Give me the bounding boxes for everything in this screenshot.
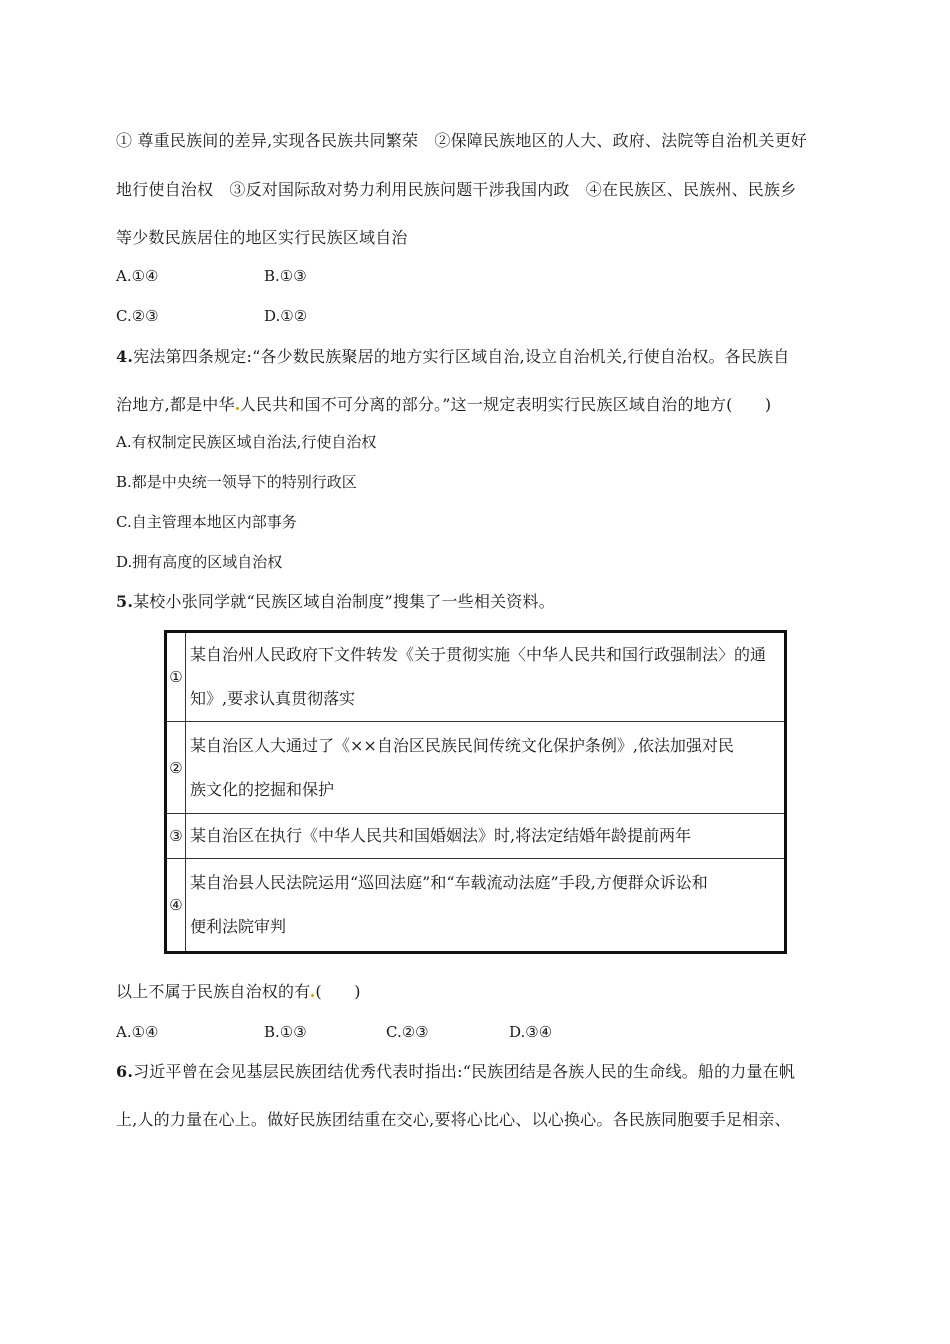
q5-answer-bracket: ( )	[315, 982, 361, 1001]
q5-option-d: D.③④	[509, 1023, 553, 1041]
q5-number: 5.	[116, 592, 134, 611]
row-text-line-2: 便利法院审判	[190, 917, 287, 936]
table-row	[166, 722, 786, 814]
row-text-line-2: 族文化的挖掘和保护	[190, 779, 335, 799]
table-row	[166, 632, 786, 722]
row-text-line-1: 某自治区人大通过了《××自治区民族民间传统文化保护条例》,依法加强对民	[190, 735, 734, 755]
table-row	[166, 859, 786, 953]
q4-stem-text-1: 宪法第四条规定:“各少数民族聚居的地方实行区域自治,设立自治机关,行使自治权。各民族自	[133, 347, 790, 366]
q3-option-a: A.①④	[116, 267, 159, 285]
q4-stem-line-2	[116, 395, 771, 415]
mark-dot-icon	[236, 407, 239, 410]
q5-intro-text: 某校小张同学就“民族区域自治制度”搜集了一些相关资料。	[133, 592, 555, 611]
q5-option-b: B.①③	[264, 1023, 307, 1041]
row-text	[186, 722, 786, 814]
q4-number: 4.	[116, 347, 134, 366]
row-number: ②	[166, 722, 186, 814]
row-text-line-1: 某自治州人民政府下文件转发《关于贯彻实施〈中华人民共和国行政强制法〉的通	[190, 645, 767, 664]
q5-material-table	[164, 630, 787, 954]
row-text-line-2: 知》,要求认真贯彻落实	[190, 689, 356, 708]
row-number: ①	[166, 632, 186, 722]
q3-option-c: C.②③	[116, 307, 159, 325]
q4-option-b: B.都是中央统一领导下的特别行政区	[116, 473, 357, 491]
q3-option-d: D.①②	[264, 307, 308, 325]
mark-dot-icon	[311, 994, 314, 997]
q4-stem-line-1	[116, 347, 789, 367]
row-text-line-1: 某自治县人民法院运用“巡回法庭”和“车载流动法庭”手段,方便群众诉讼和	[190, 873, 708, 892]
q5-intro-line	[116, 592, 555, 612]
q3-option-b: B.①③	[264, 267, 307, 285]
q6-number: 6.	[116, 1062, 134, 1081]
q4-option-c: C.自主管理本地区内部事务	[116, 513, 297, 531]
q4-option-d: D.拥有高度的区域自治权	[116, 553, 283, 571]
q6-stem-line-1	[116, 1062, 795, 1082]
q6-stem-line-2: 上,人的力量在心上。做好民族团结重在交心,要将心比心、以心换心。各民族同胞要手足相亲、	[116, 1110, 791, 1129]
row-text	[186, 814, 786, 859]
table-row	[166, 814, 786, 859]
q4-stem-text-2a: 治地方,都是中华	[116, 395, 235, 414]
q3-statement-line-1: ① 尊重民族间的差异,实现各民族共同繁荣 ②保障民族地区的人大、政府、法院等自治机关更好	[116, 131, 807, 150]
q4-stem-text-2b: 人民共和国不可分离的部分。”这一规定表明实行民族区域自治的地方( )	[239, 395, 772, 414]
q3-statement-line-2: 地行使自治权 ③反对国际敌对势力利用民族问题干涉我国内政 ④在民族区、民族州、民族乡	[116, 180, 797, 199]
q5-option-c: C.②③	[386, 1023, 429, 1041]
q5-question-text: 以上不属于民族自治权的有	[116, 982, 311, 1001]
row-text-line-1: 某自治区在执行《中华人民共和国婚姻法》时,将法定结婚年龄提前两年	[190, 826, 692, 845]
row-text	[186, 632, 786, 722]
q6-stem-text-1: 习近平曾在会见基层民族团结优秀代表时指出:“民族团结是各族人民的生命线。船的力量在帆	[133, 1062, 796, 1081]
row-text	[186, 859, 786, 953]
row-number: ③	[166, 814, 186, 859]
q4-option-a: A.有权制定民族区域自治法,行使自治权	[116, 433, 377, 451]
q5-option-a: A.①④	[116, 1023, 159, 1041]
q3-statement-line-3: 等少数民族居住的地区实行民族区域自治	[116, 228, 408, 247]
q5-question-line	[116, 982, 361, 1002]
row-number: ④	[166, 859, 186, 953]
